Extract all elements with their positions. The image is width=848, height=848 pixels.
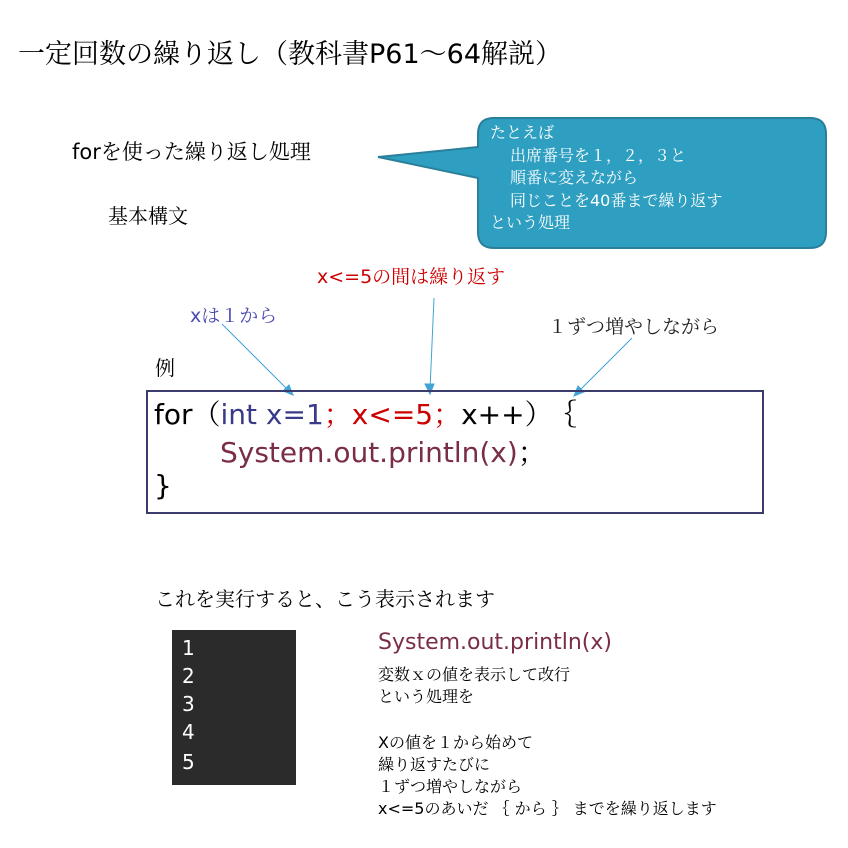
example-label: 例 xyxy=(155,356,175,380)
open-brace: ｛ xyxy=(562,398,577,431)
callout-line: 出席番号を１，２，３と xyxy=(510,145,687,165)
semicolon: ； xyxy=(433,398,462,431)
for-keyword: for xyxy=(154,398,193,431)
code-line-for xyxy=(154,393,577,433)
open-paren: （ xyxy=(192,398,221,431)
console-line: 5 xyxy=(182,750,195,774)
explanation-line: という処理を xyxy=(378,687,475,706)
init-arrow xyxy=(222,324,290,392)
explanation-line: Xの値を１から始めて xyxy=(378,733,533,752)
console-line: 4 xyxy=(182,720,195,744)
explanation-line: 変数ｘの値を表示して改行 xyxy=(378,665,571,684)
semicolon: ； xyxy=(517,436,546,469)
condition-arrow xyxy=(430,298,434,390)
step-arrow xyxy=(578,338,632,392)
for-loop-label: forを使った繰り返し処理 xyxy=(72,140,311,164)
callout-line: たとえば xyxy=(490,123,555,142)
callout-text xyxy=(490,122,722,235)
explanation-line: x<=5のあいだ ｛ から ｝ までを繰り返します xyxy=(378,799,717,818)
println-call: System.out.println(x) xyxy=(220,436,518,469)
console-line: 2 xyxy=(182,664,195,688)
code-line-println xyxy=(220,431,546,471)
init-expression: int x=1 xyxy=(220,398,324,431)
condition-annotation: x<=5の間は繰り返す xyxy=(317,266,506,288)
explanation-line: 繰り返すたびに xyxy=(378,755,491,774)
println-heading: System.out.println(x) xyxy=(378,630,612,655)
semicolon: ； xyxy=(323,398,352,431)
basic-syntax-label: 基本構文 xyxy=(108,204,188,228)
console-line: 1 xyxy=(182,636,195,660)
page-title: 一定回数の繰り返し（教科書P61～64解説） xyxy=(18,39,562,70)
condition-expression: x<=5 xyxy=(351,398,434,431)
callout-line: 順番に変えながら xyxy=(510,168,639,187)
code-line-close-brace: } xyxy=(154,469,172,502)
init-annotation: xは１から xyxy=(190,305,278,327)
step-annotation: １ずつ増やしながら xyxy=(548,316,720,338)
console-line: 3 xyxy=(182,692,195,716)
step-expression: x++） xyxy=(461,398,553,431)
callout-line: 同じことを40番まで繰り返す xyxy=(510,190,723,210)
callout-line: という処理 xyxy=(490,213,571,232)
explanation-line: １ずつ増やしながら xyxy=(378,777,523,796)
result-intro: これを実行すると、こう表示されます xyxy=(155,587,495,611)
